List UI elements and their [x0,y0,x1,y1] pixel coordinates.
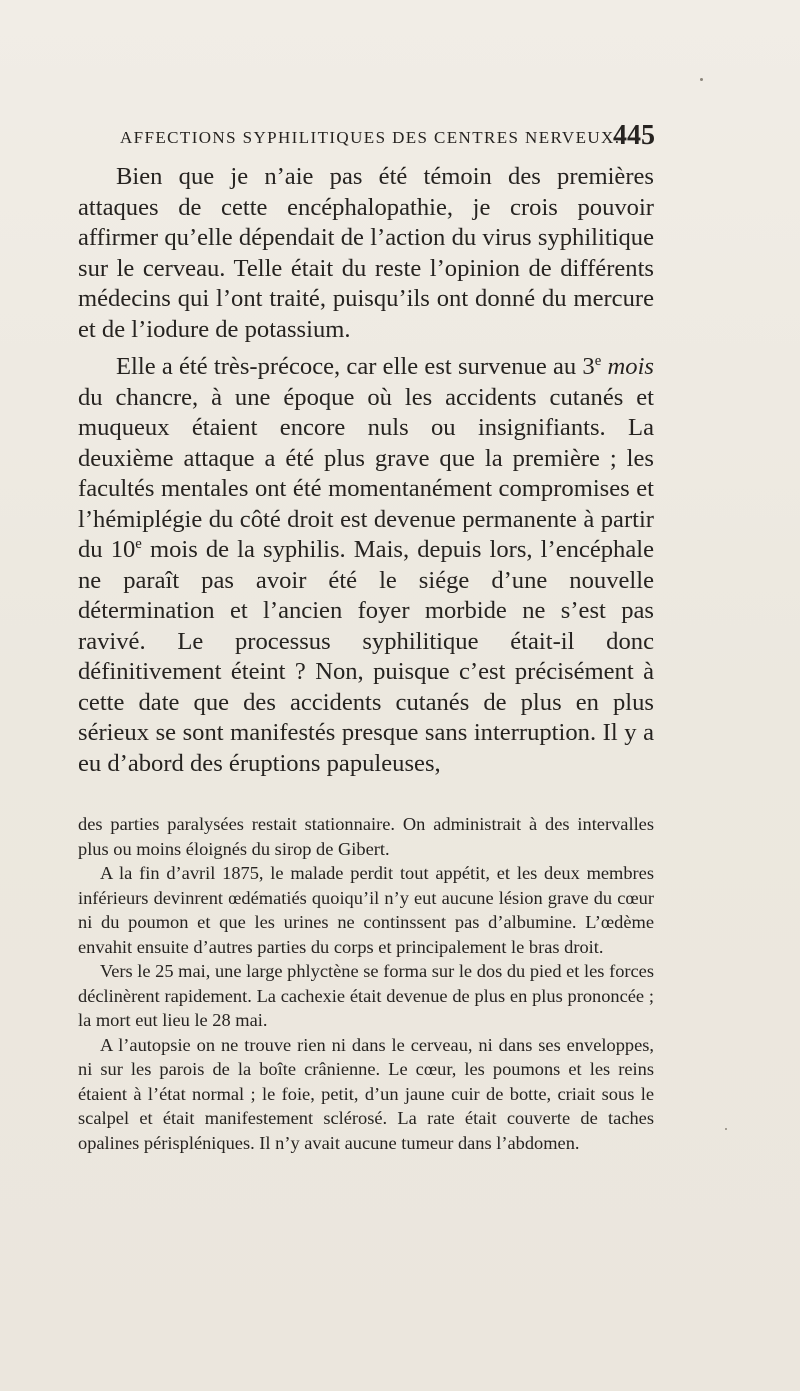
paragraph-2-part-c: mois de la syphilis. Mais, depuis lors, l’encéphale ne paraît pas avoir été le siége d’une nouvelle détermination et l’ancien foyer morbide ne s’est pas ravivé. Le processus syphilitique était-il donc définitivement éteint ? Non, puisque c’est précisément à cette date que des accidents cutanés de plus en plus sérieux se sont manifestés presque sans interruption. Il y a eu d’abord des éruptions papuleuses, [78,536,654,777]
paragraph-2-part-a: Elle a été très-précoce, car elle est survenue au 3 [116,353,595,380]
footnote-continuation: des parties paralysées restait stationnaire. On administrait à des intervalles plus ou moins éloignés du sirop de Gibert. [78,814,654,859]
footnotes [78,812,654,1155]
page-number: 445 [613,120,655,151]
italic-mois: mois [607,353,654,380]
footnote-paragraph-4: A l’autopsie on ne trouve rien ni dans le cerveau, ni dans ses enveloppes, ni sur les parois de la boîte crânienne. Le cœur, les poumons et les reins étaient à l’état normal ; le foie, petit, d’un jaune cuir de botte, criait sous le scalpel et était manifestement sclérosé. La rate était couverte de taches opalines périspléniques. Il n’y avait aucune tumeur dans l’abdomen. [78,1034,654,1153]
superscript-e-2: e [135,535,142,552]
page-header [120,120,655,154]
paragraph-2-part-b: du chancre, à une époque où les accidents cutanés et muqueux étaient encore nuls ou insignifiants. La deuxième attaque a été plus grave que la première ; les facultés mentales ont été momentanément compromises et l’hémiplégie du côté droit est devenue permanente à partir du 10 [78,383,654,563]
paragraph-1: Bien que je n’aie pas été témoin des premières attaques de cette encéphalopathie, je crois pouvoir affirmer qu’elle dépendait de l’action du virus syphilitique sur le cerveau. Telle était du reste l’opinion de différents médecins qui l’ont traité, puisqu’ils ont donné du mercure et de l’iodure de potassium. [78,163,654,343]
paragraph-2 [78,352,654,779]
main-text [78,162,654,779]
paper-speck [725,1128,727,1130]
superscript-e: e [594,352,602,369]
footnote-paragraph-3: Vers le 25 mai, une large phlyctène se forma sur le dos du pied et les forces déclinèrent rapidement. La cachexie était devenue de plus en plus prononcée ; la mort eut lieu le 28 mai. [78,961,654,1030]
paper-speck [700,78,703,81]
footnote-paragraph-2: A la fin d’avril 1875, le malade perdit tout appétit, et les deux membres inférieurs devinrent œdématiés quoiqu’il n’y eut aucune lésion grave du cœur ni du poumon et que les urines ne continssent pas d’albumine. L’œdème envahit ensuite d’autres parties du corps et principalement le bras droit. [78,863,654,957]
running-head: AFFECTIONS SYPHILITIQUES DES CENTRES NERVEUX. [120,128,621,147]
